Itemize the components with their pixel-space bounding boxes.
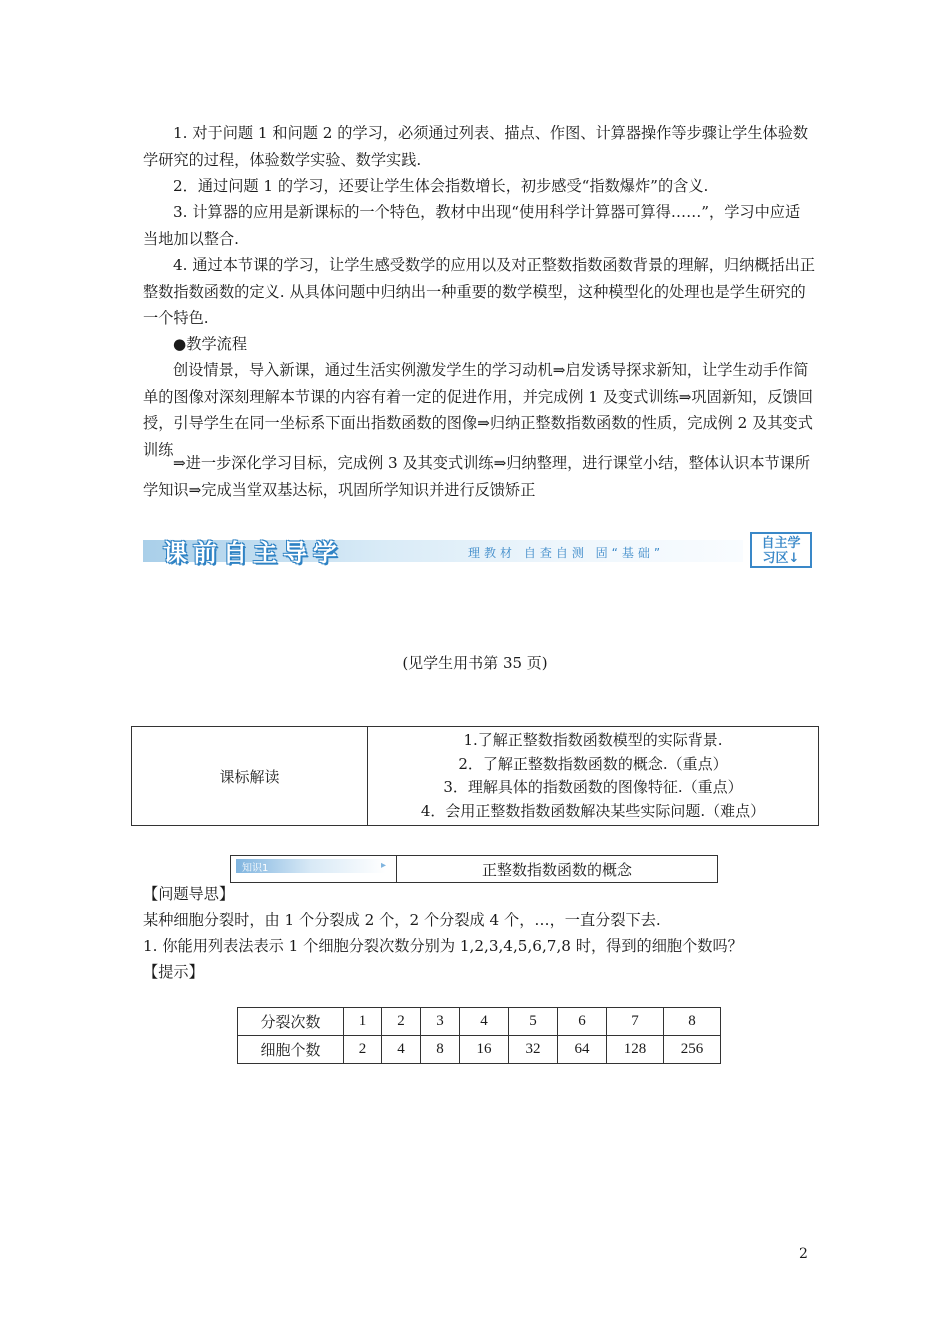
table-cell: 64 [558,1036,607,1064]
self-study-badge [750,532,812,568]
note-paragraph-2: 2．通过问题 1 的学习，还要让学生体会指数增长，初步感受“指数爆炸”的含义. [173,177,709,195]
arrow-right-icon: ▸ [381,860,387,871]
table-cell: 2 [344,1036,382,1064]
flow-paragraph-1: 创设情景，导入新课，通过生活实例激发学生的学习动机⇒启发诱导探求新知，让学生动手作简单的图像对深刻理解本节课的内容有着一定的促进作用，并完成例 1 及变式训练⇒巩固新知，反馈回授，引导学生在同一坐标系下面出指数函数的图像⇒归纳正整数指数函数的性质，完成例 2 及其变式训练 [143,361,813,459]
table-cell: 3 [421,1008,460,1036]
banner-title: 课前自主导学 [163,539,343,567]
knowledge-point-header [230,855,718,883]
badge-line-1: 自主学 [761,536,801,551]
table-cell: 4 [382,1036,421,1064]
problem-question: 1. 你能用列表法表示 1 个细胞分裂次数分别为 1,2,3,4,5,6,7,8 时，得到的细胞个数吗？ [143,937,743,955]
problem-heading: 【问题导思】 [143,885,235,903]
teaching-flow-heading: ●教学流程 [173,335,248,353]
note-paragraph-1: 1. 对于问题 1 和问题 2 的学习，必须通过列表、描点、作图、计算器操作等步骤让学生体验数学研究的过程，体验数学实验、数学实践. [143,124,809,169]
curriculum-item: 3．理解具体的指数函数的图像特征.（重点） [443,778,743,796]
table-cell: 16 [460,1036,509,1064]
table-cell: 6 [558,1008,607,1036]
note-paragraph-4: 4. 通过本节课的学习，让学生感受数学的应用以及对正整数指数函数背景的理解，归纳概括出正整数指数函数的定义. 从具体问题中归纳出一种重要的数学模型，这种模型化的处理也是学生研究的一个特色. [143,256,816,327]
hint-heading: 【提示】 [143,963,204,981]
banner-subtitle: 理教材 自查自测 固“基础” [468,546,665,560]
table-cell: 4 [460,1008,509,1036]
knowledge-tag-label: 知识1 [242,863,269,874]
problem-intro: 某种细胞分裂时，由 1 个分裂成 2 个，2 个分裂成 4 个，…，一直分裂下去. [143,911,661,929]
curriculum-item: 1.了解正整数指数函数模型的实际背景. [463,731,723,749]
curriculum-item: 4．会用正整数指数函数解决某些实际问题.（难点） [420,801,766,820]
curriculum-items [368,727,819,826]
row-label: 细胞个数 [238,1036,344,1064]
cell-division-table [237,1007,721,1064]
badge-line-2: 习区↓ [762,551,800,566]
knowledge-point-title: 正整数指数函数的概念 [481,861,632,879]
table-row [238,1008,721,1036]
curriculum-item: 2．了解正整数指数函数的概念.（重点） [458,754,728,773]
note-paragraph-3: 3. 计算器的应用是新课标的一个特色，教材中出现“使用科学计算器可算得……”，学习中应适当地加以整合. [143,203,801,248]
table-cell: 128 [607,1036,664,1064]
table-cell: 7 [607,1008,664,1036]
section-banner [143,530,815,570]
table-cell: 32 [509,1036,558,1064]
table-cell: 256 [664,1036,721,1064]
table-cell: 8 [664,1008,721,1036]
table-cell: 2 [382,1008,421,1036]
knowledge-tag [236,859,386,873]
curriculum-table [131,726,819,826]
page-number: 2 [799,1246,808,1262]
flow-paragraph-2: ⇒进一步深化学习目标，完成例 3 及其变式训练⇒归纳整理，进行课堂小结，整体认识本节课所学知识⇒完成当堂双基达标，巩固所学知识并进行反馈矫正 [143,454,811,499]
table-cell: 5 [509,1008,558,1036]
table-row [238,1036,721,1064]
table-cell: 8 [421,1036,460,1064]
row-label: 分裂次数 [238,1008,344,1036]
table-cell: 1 [344,1008,382,1036]
student-book-reference: (见学生用书第 35 页) [402,654,548,672]
curriculum-label: 课标解读 [132,727,368,826]
